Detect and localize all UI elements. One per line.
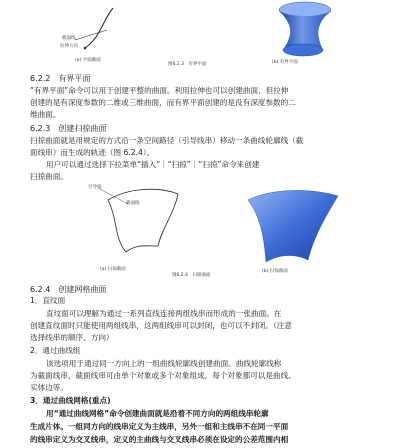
paragraph-line: 生成片体。一组同方向的线串定义为主线串，另外一组和主线串不在同一平面 [30,422,289,431]
paragraph-line: “有界平面”命令可以用于创建平整的曲面。利用拉伸也可以创建曲面，但拉伸 [30,86,289,95]
sweep-surface [248,190,338,262]
figure-sweep-wireframe [88,180,198,265]
figure1-sub-right: (b) 有界平面 [272,60,298,65]
paragraph-line: 面线串）而生成的轨迹（图 6.2.4）。 [30,148,155,157]
figure2-sub-left: (a) 扫掠截面 [100,267,126,272]
item-heading: 2．通过曲线组 [30,346,81,355]
figure2-label-b: 截面线 [126,201,140,206]
paragraph-line: 为截面线串，截面线串可由单个对象或多个对象组成，每个对象都可以是曲线、 [30,371,296,380]
point-marker [84,47,87,50]
paragraph-line: 扫掠曲面。 [30,172,68,181]
paragraph-line: 实体边等。 [30,383,68,392]
surface-bottom [283,44,323,56]
figure2-sub-right: (b) 扫掠曲面 [262,269,288,274]
section-heading-bounded-plane: 6.2.2 有界平面 [30,74,91,83]
figure1-sub-left: (a) 平面截面 [75,58,101,63]
figure2-label-a: 引导线 [88,185,102,190]
paragraph-line: 用户可以通过选择下拉菜单“插入”｜“扫掠”｜“扫掠”命令来创建 [46,160,260,169]
figure1-label-a: 截面线 [62,36,76,41]
guide-curve-bottom [126,246,158,252]
section-heading-sweep: 6.2.3 创建扫掠曲面 [30,124,107,133]
paragraph-line: 创建直纹面时只能使用两组线串，这两组线串可以封闭，也可以不封闭。（注意 [30,321,292,330]
paragraph-line: 的线串定义为交叉线串，定义的主曲线与交叉线串必须在设定的公差范围内相 [30,435,289,444]
paragraph-line: 创建的是有深度参数的二维或三维曲面，而有界平面创建的是没有深度参数的二 [30,98,296,107]
paragraph-line: 维曲面。 [30,110,61,119]
item-heading: 3．通过曲线网格(重点) [30,396,111,405]
section-curve [85,8,113,48]
figure-bounded-surface [255,0,345,62]
figure1-caption: 图6.2.3 有界平面 [168,62,207,67]
item-heading: 1．直纹面 [30,296,66,305]
paragraph-line: 用“通过曲线网格”命令创建曲面就是沿着不同方向的两组线串轮廓 [46,409,269,418]
section-curve-2 [158,194,178,246]
figure-sweep-surface [242,186,342,266]
paragraph-line: 直纹面可以理解为通过一系列直线连接两组线串而形成的一张曲面。在 [46,309,282,318]
section-heading-mesh: 6.2.4 创建网格曲面 [30,285,107,294]
paragraph-line: 选择线串的顺序、方向） [30,333,114,342]
paragraph-line: 该选项用于通过同一方向上的一组曲线轮廓线创建曲面。曲线轮廓线称 [46,359,282,368]
figure2-caption: 图6.2.4 扫掠曲面 [172,273,211,278]
paragraph-line: 扫掠曲面就是用规定的方式沿一条空间路径（引导线串）移动一条曲线轮廓线（截 [30,136,304,145]
leader-line [98,188,128,204]
figure1-label-b: 拉伸方向 [60,44,78,49]
extrude-line [75,30,107,40]
figure-section-curve [45,0,155,60]
guide-curve [108,189,178,200]
section-curve-1 [108,200,126,252]
